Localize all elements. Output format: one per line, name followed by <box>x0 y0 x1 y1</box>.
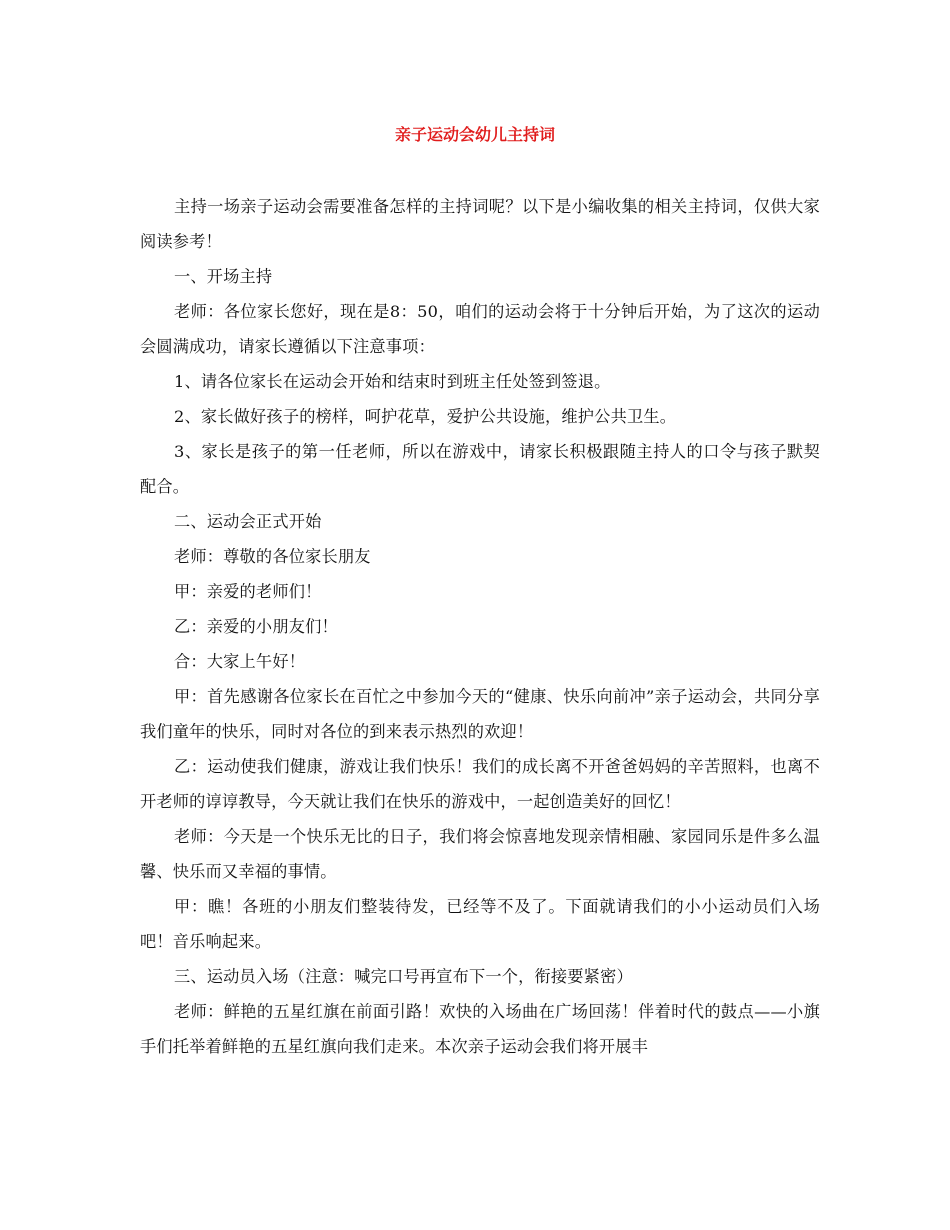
section-heading-athletes: 三、运动员入场（注意：喊完口号再宣布下一个，衔接要紧密） <box>174 967 633 986</box>
section-heading-start: 二、运动会正式开始 <box>174 512 322 531</box>
notice-item-1: 1、请各位家长在运动会开始和结束时到班主任处签到签退。 <box>174 372 611 391</box>
paragraph-teacher-notice: 老师：各位家长您好，现在是8：50，咱们的运动会将于十分钟后开始，为了这次的运动会圆满成功，请家长遵循以下注意事项： <box>140 302 820 356</box>
line-jia-greeting: 甲：亲爱的老师们！ <box>174 582 322 601</box>
line-jia-ready: 甲：瞧！各班的小朋友们整装待发，已经等不及了。下面就请我们的小小运动员们入场吧！音乐响起来。 <box>140 897 820 951</box>
document-title: 亲子运动会幼儿主持词 <box>394 125 555 144</box>
line-together-greeting: 合：大家上午好！ <box>174 652 306 671</box>
line-jia-thanks: 甲：首先感谢各位家长在百忙之中参加今天的“健康、快乐向前冲”亲子运动会，共同分享我们童年的快乐，同时对各位的到来表示热烈的欢迎！ <box>140 687 820 741</box>
line-teacher-greeting: 老师：尊敬的各位家长朋友 <box>174 547 371 566</box>
line-teacher-flag: 老师：鲜艳的五星红旗在前面引路！欢快的入场曲在广场回荡！伴着时代的鼓点——小旗手们托举着鲜艳的五星红旗向我们走来。本次亲子运动会我们将开展丰 <box>140 1002 820 1056</box>
section-heading-opening: 一、开场主持 <box>174 267 273 286</box>
line-teacher-happy-day: 老师：今天是一个快乐无比的日子，我们将会惊喜地发现亲情相融、家园同乐是件多么温馨、快乐而又幸福的事情。 <box>140 827 820 881</box>
line-yi-sports: 乙：运动使我们健康，游戏让我们快乐！我们的成长离不开爸爸妈妈的辛苦照料，也离不开老师的谆谆教导，今天就让我们在快乐的游戏中，一起创造美好的回忆！ <box>140 757 820 811</box>
paragraph-intro: 主持一场亲子运动会需要准备怎样的主持词呢？以下是小编收集的相关主持词，仅供大家阅读参考！ <box>140 197 820 251</box>
document-body <box>140 189 820 1064</box>
notice-item-2: 2、家长做好孩子的榜样，呵护花草，爱护公共设施，维护公共卫生。 <box>174 407 677 426</box>
line-yi-greeting: 乙：亲爱的小朋友们！ <box>174 617 338 636</box>
notice-item-3: 3、家长是孩子的第一任老师，所以在游戏中，请家长积极跟随主持人的口令与孩子默契配合。 <box>140 442 820 496</box>
